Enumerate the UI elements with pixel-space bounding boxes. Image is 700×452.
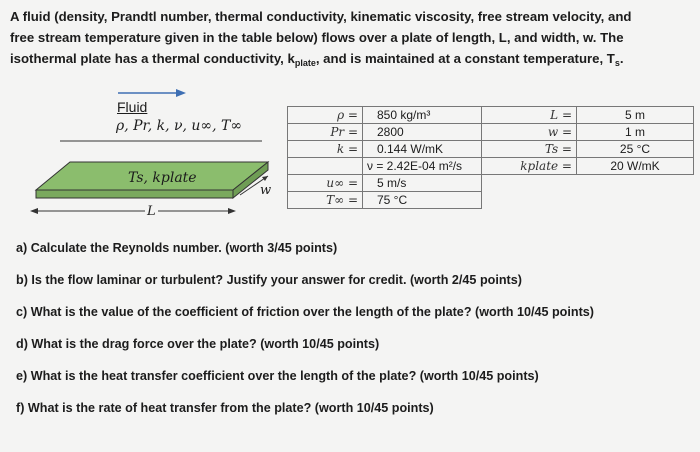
value-cell: 1 m xyxy=(577,124,694,141)
symbol-cell: Ts = xyxy=(482,141,577,158)
symbol-cell: T∞ = xyxy=(288,192,363,209)
symbol-cell: u∞ = xyxy=(288,175,363,192)
flow-arrow-head xyxy=(176,89,186,97)
question-c: c) What is the value of the coefficient of friction over the length of the plate? (worth 10/45 points) xyxy=(16,305,594,319)
symbol-cell: k = xyxy=(288,141,363,158)
fluid-label: Fluid xyxy=(117,99,148,115)
table-row xyxy=(288,192,694,209)
table-row xyxy=(288,107,694,124)
question-list xyxy=(16,238,686,430)
table-row xyxy=(288,141,694,158)
value-cell: ν = 2.42E-04 m²/s xyxy=(363,158,482,175)
plate-front-face xyxy=(36,190,233,198)
table-row xyxy=(288,158,694,175)
properties-table xyxy=(287,106,694,209)
value-cell: 20 W/mK xyxy=(577,158,694,175)
value-cell: 75 °C xyxy=(363,192,482,209)
empty-cell xyxy=(482,192,694,209)
symbol-cell: L = xyxy=(482,107,577,124)
question-e: e) What is the heat transfer coefficient over the length of the plate? (worth 10/45 points) xyxy=(16,369,539,383)
symbol-cell: ρ = xyxy=(288,107,363,124)
empty-cell xyxy=(482,175,694,192)
table-row xyxy=(288,124,694,141)
intro-line-2: free stream temperature given in the table below) flows over a plate of length, L, and width, w. The xyxy=(10,30,624,45)
symbol-cell: Pr = xyxy=(288,124,363,141)
question-d: d) What is the drag force over the plate? (worth 10/45 points) xyxy=(16,337,380,351)
value-cell: 850 kg/m³ xyxy=(363,107,482,124)
symbol-cell xyxy=(288,158,363,175)
symbol-cell: kplate = xyxy=(482,158,577,175)
symbol-cell: w = xyxy=(482,124,577,141)
value-cell: 2800 xyxy=(363,124,482,141)
fluid-properties-label: ρ, Pr, k, ν, u∞, T∞ xyxy=(116,118,242,134)
plate-properties-label: Ts, kplate xyxy=(128,170,197,186)
question-a: a) Calculate the Reynolds number. (worth 3/45 points) xyxy=(16,241,338,255)
question-f: f) What is the rate of heat transfer from the plate? (worth 10/45 points) xyxy=(16,401,434,415)
intro-line-3: isothermal plate has a thermal conductivity, $k_{plate}$, and is maintained at a constant temperature, $T_s$. xyxy=(10,51,624,68)
table-row xyxy=(288,175,694,192)
question-b: b) Is the flow laminar or turbulent? Justify your answer for credit. (worth 2/45 points) xyxy=(16,273,522,287)
value-cell: 5 m/s xyxy=(363,175,482,192)
intro-line-1: A fluid (density, Prandtl number, thermal conductivity, kinematic viscosity, free stream velocity, and xyxy=(10,9,632,24)
value-cell: 0.144 W/mK xyxy=(363,141,482,158)
width-label: w xyxy=(260,183,272,198)
value-cell: 25 °C xyxy=(577,141,694,158)
length-label: L xyxy=(147,204,156,219)
width-arrow-head xyxy=(262,176,268,181)
length-arrow-left xyxy=(30,208,38,214)
value-cell: 5 m xyxy=(577,107,694,124)
length-arrow-right xyxy=(228,208,236,214)
